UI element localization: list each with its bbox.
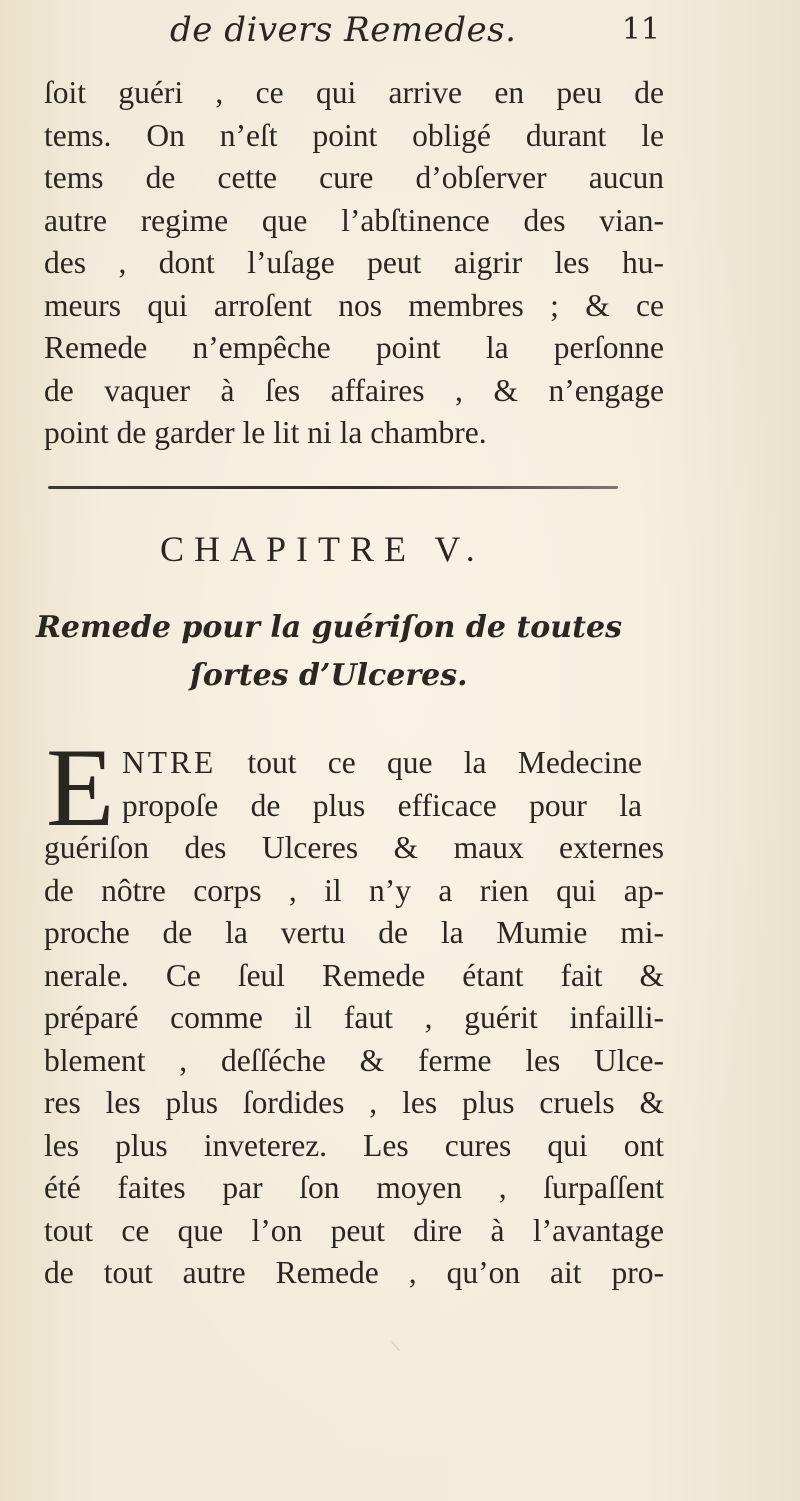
- chapter-subtitle-line-2: ſortes d’Ulceres.: [190, 658, 468, 693]
- text-line: de nôtre corps , il n’y a rien qui ap-: [44, 872, 664, 908]
- first-word-rest: NTRE: [122, 745, 217, 780]
- text-line: res les plus ſordides , les plus cruels &: [44, 1085, 664, 1120]
- main-paragraph: [44, 827, 664, 1295]
- text-line: de tout autre Remede , qu’on ait pro-: [44, 1255, 664, 1290]
- running-head: de divers Remedes.: [170, 10, 517, 50]
- text-line: guériſon des Ulceres & maux externes: [44, 830, 664, 865]
- text-line: point de garder le lit ni la chambre.: [44, 415, 487, 450]
- text-line: tout ce que l’on peut dire à l’avantage: [44, 1212, 664, 1248]
- text-line: préparé comme il faut , guérit infailli-: [44, 1000, 664, 1035]
- opening-lines: [122, 742, 642, 827]
- chapter-subtitle-line-1: Remede pour la guériſon de toutes: [36, 610, 622, 645]
- page-header: [170, 10, 670, 58]
- text-line: ſoit guéri , ce qui arrive en peu de: [44, 75, 664, 110]
- text-line: Remede n’empêche point la perſonne: [44, 330, 664, 365]
- page-number: 11: [621, 12, 660, 47]
- text-line: les plus inveterez. Les cures qui ont: [44, 1127, 664, 1163]
- first-line-rest: tout ce que la Medecine: [247, 745, 642, 780]
- text-line: blement , deſſéche & ferme les Ulce-: [44, 1042, 664, 1078]
- text-line: tems. On n’eſt point obligé durant le: [44, 117, 664, 153]
- paper-mark: [391, 1341, 399, 1351]
- opening-line-1: [122, 742, 642, 785]
- text-line: des , dont l’uſage peut aigrir les hu-: [44, 245, 664, 280]
- text-line: été faites par ſon moyen , ſurpaſſent: [44, 1170, 664, 1205]
- text-line: proche de la vertu de la Mumie mi-: [44, 915, 664, 950]
- text-line: meurs qui arroſent nos membres ; & ce: [44, 287, 664, 323]
- paragraph-continuation: [44, 72, 664, 455]
- drop-cap: E: [46, 726, 115, 850]
- chapter-title: CHAPITRE V.: [160, 529, 485, 569]
- text-line: de vaquer à ſes affaires , & n’engage: [44, 372, 664, 408]
- text-line: autre regime que l’abſtinence des vian-: [44, 202, 664, 238]
- text-line: tems de cette cure d’obſerver aucun: [44, 160, 664, 195]
- section-divider: [48, 486, 618, 489]
- opening-line-2: propoſe de plus efficace pour la: [122, 787, 642, 823]
- text-line: nerale. Ce ſeul Remede étant fait &: [44, 957, 664, 993]
